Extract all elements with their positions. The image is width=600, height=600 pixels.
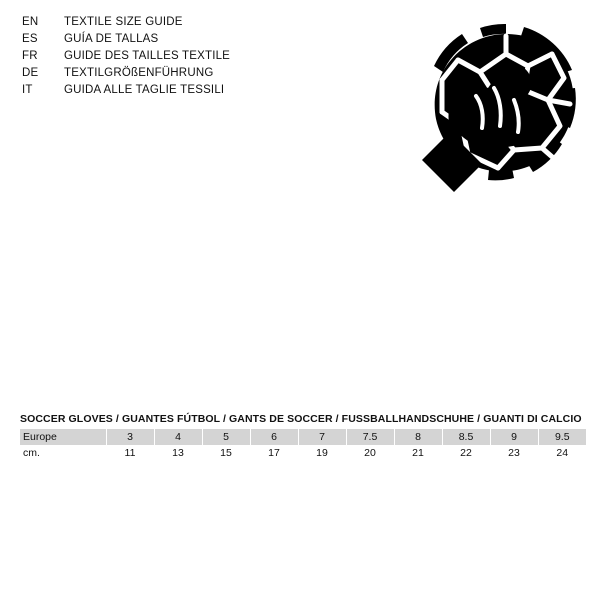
size-table (20, 429, 586, 461)
legend-row (22, 48, 282, 65)
table-cell: 22 (442, 445, 490, 461)
table-cell: 8 (394, 429, 442, 445)
legend-language-text: GUIDA ALLE TAGLIE TESSILI (64, 84, 225, 96)
legend-language-code: EN (22, 16, 39, 28)
row-label: Europe (20, 429, 106, 445)
table-row (20, 445, 586, 461)
table-row (20, 429, 586, 445)
table-cell: 6 (250, 429, 298, 445)
legend-language-text: TEXTILGRÖßENFÜHRUNG (64, 67, 214, 79)
legend-language-text: GUIDE DES TAILLES TEXTILE (64, 50, 231, 62)
table-cell: 24 (538, 445, 586, 461)
table-cell: 7 (298, 429, 346, 445)
legend-row (22, 14, 282, 31)
language-legend (22, 14, 282, 99)
table-cell: 9 (490, 429, 538, 445)
table-cell: 5 (202, 429, 250, 445)
legend-row (22, 31, 282, 48)
legend-language-text: GUÍA DE TALLAS (64, 33, 159, 45)
table-cell: 7.5 (346, 429, 394, 445)
goalkeeper-glove-and-ball-icon (402, 8, 592, 198)
legend-language-code: IT (22, 84, 33, 96)
size-table-section (20, 413, 582, 461)
legend-language-text: TEXTILE SIZE GUIDE (64, 16, 183, 28)
legend-row (22, 65, 282, 82)
table-cell: 4 (154, 429, 202, 445)
table-cell: 23 (490, 445, 538, 461)
table-cell: 20 (346, 445, 394, 461)
table-cell: 13 (154, 445, 202, 461)
table-cell: 21 (394, 445, 442, 461)
table-cell: 15 (202, 445, 250, 461)
table-cell: 19 (298, 445, 346, 461)
legend-language-code: FR (22, 50, 38, 62)
table-cell: 17 (250, 445, 298, 461)
table-cell: 8.5 (442, 429, 490, 445)
legend-language-code: DE (22, 67, 39, 79)
table-cell: 3 (106, 429, 154, 445)
table-cell: 9.5 (538, 429, 586, 445)
legend-language-code: ES (22, 33, 38, 45)
row-label: cm. (20, 445, 106, 461)
table-cell: 11 (106, 445, 154, 461)
size-table-title: SOCCER GLOVES / GUANTES FÚTBOL / GANTS DE SOCCER / FUSSBALLHANDSCHUHE / GUANTI DI CALCIO (20, 413, 582, 425)
legend-row (22, 82, 282, 99)
